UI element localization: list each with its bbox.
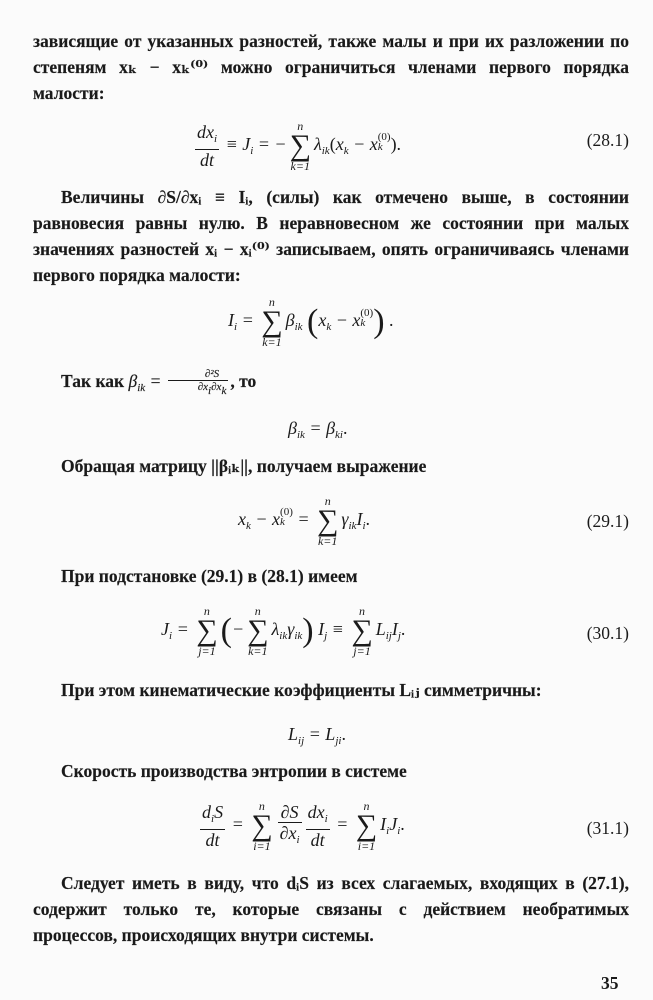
equation-29-1-number: (29.1) bbox=[586, 511, 629, 531]
paragraph-6 bbox=[33, 677, 629, 703]
p3-formula: $\beta_{ik}$ = $\frac{\text{∂²S}}{\partial xi\partial xk}$ bbox=[128, 368, 227, 398]
equation-31-1 bbox=[33, 800, 629, 864]
paragraph-1 bbox=[33, 28, 629, 106]
p8-text: Следует иметь в виду, что dᵢS из всех слагаемых, входящих в (27.1), содержит только те, которые связаны с действием необратимых процессов, происходящих внутри системы. bbox=[33, 873, 629, 945]
p7-text: Скорость производства энтропии в системе bbox=[61, 761, 407, 781]
paragraph-3 bbox=[33, 368, 629, 401]
page-number: 35 bbox=[601, 973, 619, 993]
paragraph-5 bbox=[33, 563, 629, 589]
paragraph-8 bbox=[33, 870, 629, 948]
equation-29-1-formula: $x_k - x$ (0) k = n ∑ k=1 $\gamma_{ik}I_i$. bbox=[238, 494, 371, 548]
equation-28-1-number: (28.1) bbox=[586, 130, 629, 150]
p5-text: При подстановке (29.1) в (28.1) имеем bbox=[61, 566, 358, 586]
paragraph-7 bbox=[33, 758, 629, 784]
equation-31-1-formula: $\frac{d_iS}{dt}$ = n ∑ i=1 $\frac{\partial S}{\partial x_i}$ $\frac{dx_i}{dt}$ = n ∑ i=1 $I_iJ_i$. bbox=[202, 799, 405, 853]
paragraph-4 bbox=[33, 453, 629, 479]
equation-30-1 bbox=[33, 605, 629, 669]
equation-beta-symmetry bbox=[33, 418, 629, 444]
equation-31-1-number: (31.1) bbox=[586, 818, 629, 838]
equation-28-1 bbox=[33, 120, 629, 180]
equation-30-1-formula: $J_i$ = n ∑ j=1 (− n ∑ k=1 $\lambda_{ik}\gamma_{ik}$) $I_j$ ≡ n ∑ j=1 $L_{ij}I_j$. bbox=[161, 604, 406, 658]
p3-prefix: Так как bbox=[61, 371, 125, 391]
p2-text: Величины ∂S/∂xᵢ ≡ Iᵢ, (силы) как отмечено выше, в состоянии равновесия равны нулю. В неравновесном же состоянии при малых значениях разностей xᵢ − xᵢ⁽⁰⁾ записываем, опять ограничиваясь членами первого порядка малости: bbox=[33, 187, 629, 285]
paragraph-2 bbox=[33, 184, 629, 288]
equation-force bbox=[33, 296, 629, 356]
equation-l-symmetry bbox=[33, 724, 629, 750]
equation-29-1 bbox=[33, 495, 629, 555]
equation-l-formula: $L_{ij} = L_{ji}$. bbox=[288, 724, 346, 747]
p6-text: При этом кинематические коэффициенты Lᵢⱼ симметричны: bbox=[61, 680, 542, 700]
p1-text: зависящие от указанных разностей, также малы и при их разложении по степеням xₖ − xₖ⁽⁰⁾ можно ограничиться членами первого порядка малости: bbox=[33, 31, 629, 103]
p4-text: Обращая матрицу ||βᵢₖ||, получаем выражение bbox=[61, 456, 427, 476]
equation-28-1-formula: $\frac{dx_i}{dt}$ ≡ $J_i$ = − n ∑ k=1 $\lambda_{ik}(x_k - x$ (0) k ). bbox=[197, 119, 402, 173]
equation-beta-formula: $\beta_{ik} = \beta_{ki}$. bbox=[288, 418, 348, 441]
equation-30-1-number: (30.1) bbox=[586, 623, 629, 643]
equation-force-formula: $I_i$ = n ∑ k=1 $\beta_{ik}$ ($x_k - x$ (0) k ) . bbox=[228, 295, 394, 349]
p3-suffix: , то bbox=[230, 371, 257, 391]
